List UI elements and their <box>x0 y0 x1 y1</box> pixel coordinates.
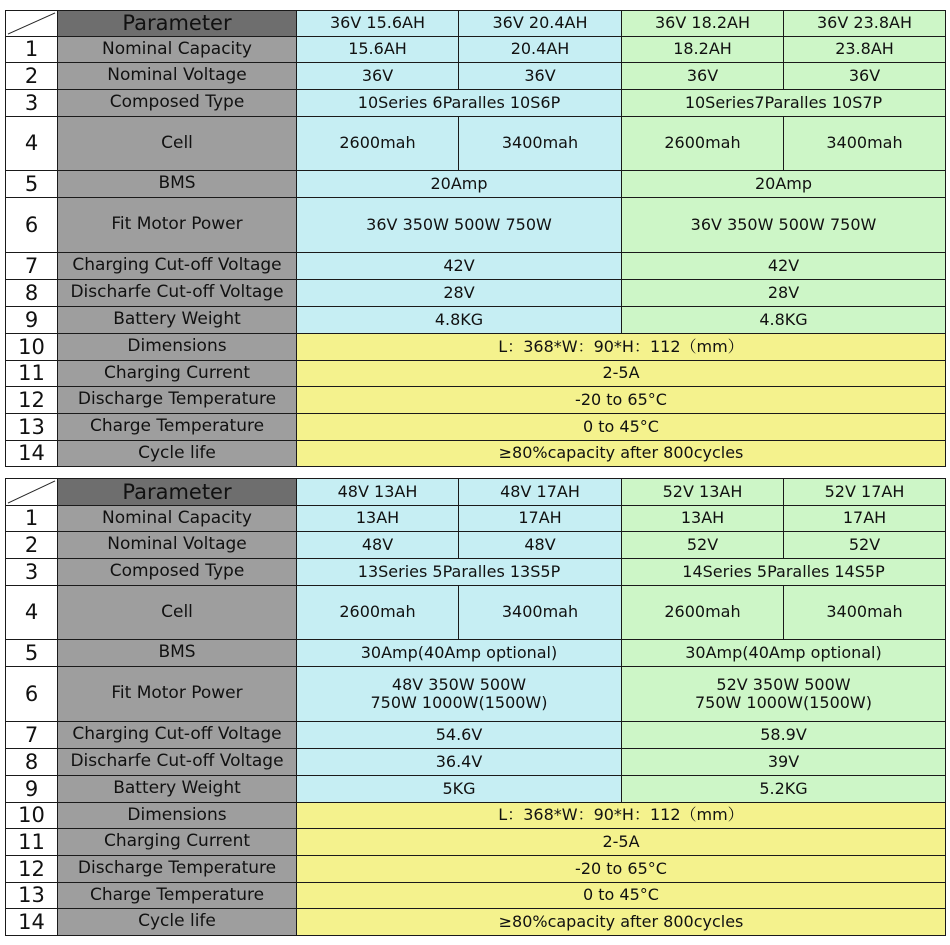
row-label: Discharfe Cut-off Voltage <box>58 280 297 307</box>
value-cell: 52V 350W 500W 750W 1000W(1500W) <box>622 667 946 722</box>
value-cell: 58.9V <box>622 722 946 749</box>
row-label: Charging Current <box>58 361 297 387</box>
table-row <box>6 280 946 307</box>
row-label: Charge Temperature <box>58 883 297 909</box>
value-cell: 48V <box>297 532 459 559</box>
row-label: Nominal Voltage <box>58 532 297 559</box>
value-cell: 2600mah <box>297 586 459 640</box>
table-row <box>6 856 946 883</box>
parameter-header: Parameter <box>58 479 297 506</box>
row-number: 10 <box>6 803 58 829</box>
value-cell: 48V 350W 500W 750W 1000W(1500W) <box>297 667 622 722</box>
model-header: 52V 13AH <box>622 479 784 506</box>
table-row <box>6 387 946 414</box>
row-number: 3 <box>6 90 58 117</box>
row-number: 13 <box>6 883 58 909</box>
value-cell: 36V <box>784 63 946 90</box>
table-row <box>6 198 946 253</box>
row-number: 7 <box>6 722 58 749</box>
value-cell: 30Amp(40Amp optional) <box>622 640 946 667</box>
row-number: 14 <box>6 909 58 936</box>
row-label: Dimensions <box>58 334 297 361</box>
value-cell: 5.2KG <box>622 776 946 803</box>
row-label: Nominal Capacity <box>58 506 297 532</box>
value-cell: 2-5A <box>297 361 946 387</box>
table-row <box>6 532 946 559</box>
model-header: 52V 17AH <box>784 479 946 506</box>
row-number: 2 <box>6 63 58 90</box>
table-row <box>6 361 946 387</box>
table-row <box>6 749 946 776</box>
row-label: Charging Current <box>58 829 297 856</box>
value-cell: 18.2AH <box>622 37 784 63</box>
row-number: 5 <box>6 171 58 198</box>
row-number: 11 <box>6 361 58 387</box>
value-cell: 36V <box>297 63 459 90</box>
row-number: 11 <box>6 829 58 856</box>
value-cell: 54.6V <box>297 722 622 749</box>
table-row <box>6 307 946 334</box>
row-label: BMS <box>58 171 297 198</box>
value-cell: 13AH <box>297 506 459 532</box>
value-cell: 3400mah <box>784 117 946 171</box>
value-cell: 36V <box>459 63 622 90</box>
model-header: 36V 18.2AH <box>622 11 784 37</box>
value-cell: 20Amp <box>297 171 622 198</box>
value-cell: 42V <box>622 253 946 280</box>
row-label: Battery Weight <box>58 776 297 803</box>
model-header: 36V 20.4AH <box>459 11 622 37</box>
row-number: 3 <box>6 559 58 586</box>
row-label: Composed Type <box>58 90 297 117</box>
parameter-header: Parameter <box>58 11 297 37</box>
row-label: Charging Cut-off Voltage <box>58 253 297 280</box>
value-cell: 17AH <box>459 506 622 532</box>
value-cell: 2600mah <box>622 586 784 640</box>
table-header-row <box>6 11 946 37</box>
row-number: 12 <box>6 856 58 883</box>
value-cell: 10Series7Paralles 10S7P <box>622 90 946 117</box>
table-row <box>6 63 946 90</box>
value-cell: 15.6AH <box>297 37 459 63</box>
value-cell: 28V <box>622 280 946 307</box>
model-header: 36V 15.6AH <box>297 11 459 37</box>
table-row <box>6 909 946 936</box>
table-row <box>6 776 946 803</box>
value-cell: 2600mah <box>622 117 784 171</box>
row-label: Discharge Temperature <box>58 387 297 414</box>
table-row <box>6 90 946 117</box>
value-cell: 4.8KG <box>297 307 622 334</box>
value-cell: 10Series 6Paralles 10S6P <box>297 90 622 117</box>
row-number: 14 <box>6 441 58 467</box>
row-label: Fit Motor Power <box>58 667 297 722</box>
value-cell: 13Series 5Paralles 13S5P <box>297 559 622 586</box>
row-label: Dimensions <box>58 803 297 829</box>
row-number: 6 <box>6 198 58 253</box>
row-label: Discharge Temperature <box>58 856 297 883</box>
row-number: 8 <box>6 280 58 307</box>
value-cell: 42V <box>297 253 622 280</box>
value-cell: 2-5A <box>297 829 946 856</box>
model-header: 48V 17AH <box>459 479 622 506</box>
row-label: Discharfe Cut-off Voltage <box>58 749 297 776</box>
row-number: 7 <box>6 253 58 280</box>
table-row <box>6 829 946 856</box>
value-cell: 28V <box>297 280 622 307</box>
row-number: 4 <box>6 117 58 171</box>
row-number: 9 <box>6 307 58 334</box>
table-header-row <box>6 479 946 506</box>
model-header: 48V 13AH <box>297 479 459 506</box>
row-label: Cell <box>58 586 297 640</box>
table-row <box>6 37 946 63</box>
spec-table-48v-52v <box>5 478 946 936</box>
row-label: BMS <box>58 640 297 667</box>
row-label: Battery Weight <box>58 307 297 334</box>
value-cell: 14Series 5Paralles 14S5P <box>622 559 946 586</box>
table-row <box>6 506 946 532</box>
row-label: Fit Motor Power <box>58 198 297 253</box>
row-label: Composed Type <box>58 559 297 586</box>
table-row <box>6 414 946 441</box>
row-label: Charging Cut-off Voltage <box>58 722 297 749</box>
row-number: 4 <box>6 586 58 640</box>
value-cell: 4.8KG <box>622 307 946 334</box>
row-number: 13 <box>6 414 58 441</box>
value-cell: 2600mah <box>297 117 459 171</box>
row-number: 8 <box>6 749 58 776</box>
value-cell: 3400mah <box>459 117 622 171</box>
table-row <box>6 803 946 829</box>
value-cell: 36V 350W 500W 750W <box>297 198 622 253</box>
spec-table-36v <box>5 10 946 467</box>
row-label: Nominal Capacity <box>58 37 297 63</box>
value-cell: L：368*W：90*H：112（mm） <box>297 334 946 361</box>
table-row <box>6 171 946 198</box>
value-cell: L：368*W：90*H：112（mm） <box>297 803 946 829</box>
row-number: 5 <box>6 640 58 667</box>
value-cell: 13AH <box>622 506 784 532</box>
corner-cell <box>6 479 58 506</box>
table-row <box>6 883 946 909</box>
value-cell: 39V <box>622 749 946 776</box>
row-number: 12 <box>6 387 58 414</box>
value-cell: 30Amp(40Amp optional) <box>297 640 622 667</box>
value-cell: -20 to 65°C <box>297 856 946 883</box>
table-row <box>6 253 946 280</box>
table-row <box>6 640 946 667</box>
row-number: 1 <box>6 506 58 532</box>
corner-cell <box>6 11 58 37</box>
row-label: Nominal Voltage <box>58 63 297 90</box>
value-cell: 36V <box>622 63 784 90</box>
value-cell: 5KG <box>297 776 622 803</box>
table-row <box>6 559 946 586</box>
value-cell: ≥80%capacity after 800cycles <box>297 441 946 467</box>
row-label: Charge Temperature <box>58 414 297 441</box>
row-label: Cycle life <box>58 909 297 936</box>
row-number: 9 <box>6 776 58 803</box>
value-cell: 0 to 45°C <box>297 883 946 909</box>
table-row <box>6 586 946 640</box>
row-number: 10 <box>6 334 58 361</box>
value-cell: 52V <box>784 532 946 559</box>
value-cell: 52V <box>622 532 784 559</box>
value-cell: 0 to 45°C <box>297 414 946 441</box>
table-row <box>6 334 946 361</box>
value-cell: 17AH <box>784 506 946 532</box>
table-row <box>6 441 946 467</box>
table-row <box>6 117 946 171</box>
value-cell: 36.4V <box>297 749 622 776</box>
row-number: 2 <box>6 532 58 559</box>
value-cell: 23.8AH <box>784 37 946 63</box>
value-cell: 20Amp <box>622 171 946 198</box>
row-label: Cell <box>58 117 297 171</box>
value-cell: 3400mah <box>784 586 946 640</box>
table-row <box>6 722 946 749</box>
row-label: Cycle life <box>58 441 297 467</box>
value-cell: -20 to 65°C <box>297 387 946 414</box>
value-cell: 20.4AH <box>459 37 622 63</box>
value-cell: 36V 350W 500W 750W <box>622 198 946 253</box>
table-row <box>6 667 946 722</box>
row-number: 1 <box>6 37 58 63</box>
value-cell: 48V <box>459 532 622 559</box>
model-header: 36V 23.8AH <box>784 11 946 37</box>
value-cell: ≥80%capacity after 800cycles <box>297 909 946 936</box>
row-number: 6 <box>6 667 58 722</box>
value-cell: 3400mah <box>459 586 622 640</box>
